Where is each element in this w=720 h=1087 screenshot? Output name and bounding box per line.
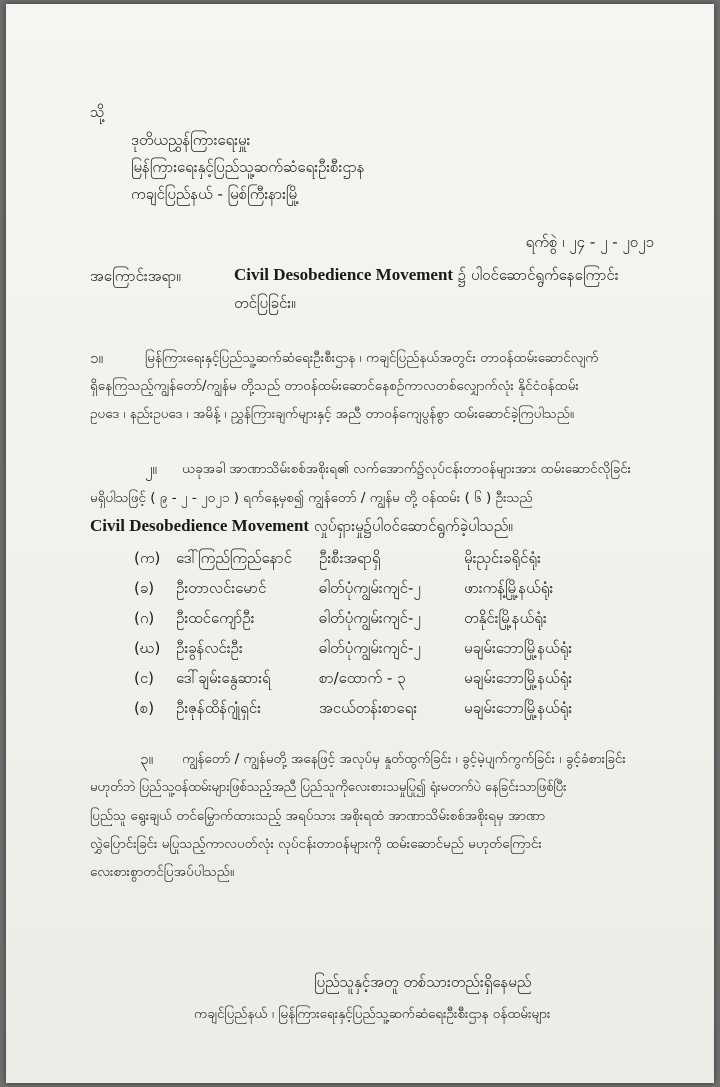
- para1-line: မြန်ကြားရေးနှင့်ပြည်သူ့ဆက်ဆံရေးဦးစီးဌာန ၊ ကချင်ပြည်နယ်အတွင်း တာဝန်ထမ်းဆောင်လျက်: [145, 350, 599, 366]
- addressee-line: ကချင်ပြည်နယ် - မြစ်ကြီးနားမြို့: [131, 185, 300, 203]
- signature-line-1: ပြည်သူနှင့်အတူ တစ်သားတည်းရှိနေမည်: [314, 973, 532, 991]
- to-label: သို့: [90, 103, 105, 121]
- staff-name: ဦးဇုန်ထိန်ဂျုံရှင်း: [176, 699, 261, 717]
- staff-office: မချမ်းဘောမြို့နယ်ရုံး: [464, 669, 573, 687]
- para2-line: ယခုအခါ အာဏာသိမ်းစစ်အစိုးရ၏ လက်အောက်၌လုပ်ငန်းတာဝန်များအား ထမ်းဆောင်လိုခြင်း: [182, 461, 632, 477]
- para3-line: ပြည်သူ ရွေးချယ် တင်မြှောက်ထားသည့် အရပ်သား အစိုးရထံ အာဏာသိမ်းစစ်အစိုးရမှ အာဏာ: [90, 808, 546, 824]
- staff-index: (င): [134, 669, 155, 687]
- staff-index: (စ): [134, 699, 155, 717]
- para2-line-3-rest: လှုပ်ရှားမှု၌ပါဝင်ဆောင်ရွက်ခဲ့ပါသည်။: [313, 517, 513, 535]
- para1-number: ၁။: [90, 349, 103, 367]
- cdm-english: Civil Desobedience Movement: [90, 516, 310, 535]
- para2-line-3: [90, 516, 513, 536]
- staff-office: မချမ်းဘောမြို့နယ်ရုံး: [464, 639, 573, 657]
- staff-position: အငယ်တန်းစာရေး: [319, 699, 417, 717]
- staff-position: စာ/ထောက် - ၃: [319, 669, 406, 687]
- document-page: [6, 4, 714, 1083]
- staff-office: မိုးညှင်းခရိုင်ရုံး: [464, 549, 541, 567]
- staff-position: ဦးစီးအရာရှိ: [319, 549, 381, 567]
- staff-position: ဓါတ်ပုံကျွမ်းကျင်-၂: [319, 579, 421, 597]
- staff-office: တနိုင်းမြို့နယ်ရုံး: [464, 609, 547, 627]
- staff-name: ဦးထင်ကျော်ဦး: [176, 609, 255, 627]
- para3-line: လေးစားစွာတင်ပြအပ်ပါသည်။: [90, 864, 235, 880]
- subject-line-2: တင်ပြခြင်း။: [234, 294, 296, 312]
- staff-name: ဒေါ်ချမ်းနွေဆားရ်: [176, 669, 271, 687]
- staff-position: ဓါတ်ပုံကျွမ်းကျင်-၂: [319, 609, 421, 627]
- addressee-line: ဒုတိယညွှန်ကြားရေးမှူး: [131, 131, 251, 149]
- subject-english: Civil Desobedience Movement: [234, 265, 454, 284]
- staff-index: (ခ): [134, 579, 155, 597]
- staff-name: ဦးခွန်လင်းဦး: [176, 639, 243, 657]
- staff-index: (က): [134, 549, 161, 567]
- addressee-line: မြန်ကြားရေးနှင့်ပြည်သူ့ဆက်ဆံရေးဦးစီးဌာန: [131, 158, 365, 176]
- subject-rest: ၌ ပါဝင်ဆောင်ရွက်နေကြောင်း: [457, 266, 619, 284]
- para3-line: လွှဲပြောင်းခြင်း မပြုသည့်ကာလပတ်လုံး လုပ်ငန်းတာဝန်များကို ထမ်းဆောင်မည် မဟုတ်ကြောင်း: [90, 836, 542, 852]
- para2-line: မရှိပါသဖြင့် ( ၉ - ၂ - ၂၀၂၁ ) ရက်နေ့မှစ၍ ကျွန်တော် / ကျွန်မ တို့ ဝန်ထမ်း ( ၆ ) ဦးသည်: [90, 490, 533, 506]
- staff-name: ဦးတာလင်းမောင်: [176, 579, 267, 597]
- staff-position: ဓါတ်ပုံကျွမ်းကျင်-၂: [319, 639, 421, 657]
- staff-name: ဒေါ်ကြည်ကြည်နောင်: [176, 549, 292, 567]
- subject-label: အကြောင်းအရာ။: [90, 267, 181, 285]
- staff-index: (ဃ): [134, 639, 161, 657]
- signature-line-2: ကချင်ပြည်နယ် ၊ မြန်ကြားရေးနှင့်ပြည်သူ့ဆက်ဆံရေးဦးစီးဌာန ဝန်ထမ်းများ: [194, 1006, 551, 1022]
- para2-number: ၂။: [145, 460, 157, 478]
- para3-line: မဟုတ်ဘဲ ပြည်သူ့ဝန်ထမ်းများဖြစ်သည့်အညီ ပြည်သူကိုလေးစားသမှုပြု၍ ရုံးမတက်ပဲ နေခြင်းသာဖြစ်ပြီး: [90, 780, 567, 795]
- staff-office: ဖားကန့်မြို့နယ်ရုံး: [464, 579, 554, 597]
- para3-line: ကျွန်တော် / ကျွန်မတို့ အနေဖြင့် အလုပ်မှ နှုတ်ထွက်ခြင်း ၊ ခွင့်မဲ့ပျက်ကွက်ခြင်း ၊ ခွင့်ခံစားခြင်း: [182, 751, 626, 767]
- para3-number: ၃။: [140, 750, 153, 768]
- para1-line: ရှိနေကြသည့်ကျွန်တော်/ကျွန်မ တို့သည် တာဝန်ထမ်းဆောင်နေစဉ်ကာလတစ်လျှောက်လုံး နိုင်ငံဝန်ထမ်း: [90, 378, 579, 394]
- para1-line: ဥပဒေ ၊ နည်းဥပဒေ ၊ အမိန့် ၊ ညွှန်ကြားချက်များနှင့် အညီ တာဝန်ကျေပွန်စွာ ထမ်းဆောင်ခဲ့ကြပါသည်။: [90, 406, 574, 422]
- staff-office: မချမ်းဘောမြို့နယ်ရုံး: [464, 699, 573, 717]
- staff-index: (ဂ): [134, 609, 155, 627]
- subject-line-1: [234, 265, 619, 285]
- date-line: ရက်စွဲ ၊ ၂၄ - ၂ - ၂၀၂၁: [525, 233, 654, 251]
